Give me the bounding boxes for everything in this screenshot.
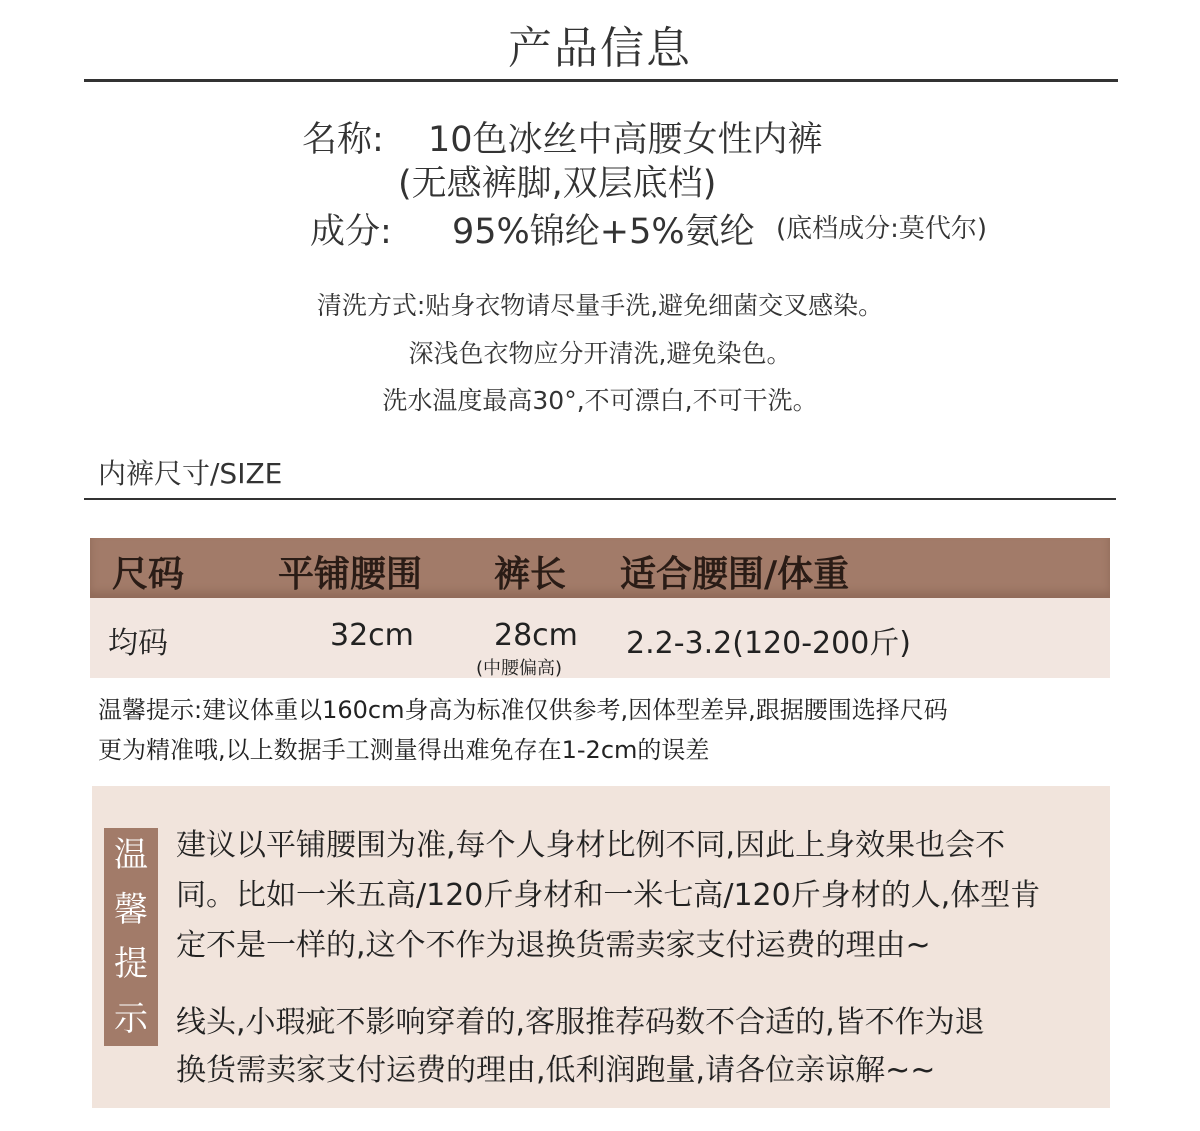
note-line: 温馨提示:建议体重以160cm身高为标准仅供参考,因体型差异,跟据腰围选择尺码 <box>98 696 948 724</box>
tips-label-char: 温 <box>114 835 148 876</box>
tips-label-char: 馨 <box>114 889 148 930</box>
cell-size: 均码 <box>108 626 168 661</box>
cell-length-note: (中腰偏高) <box>476 658 563 679</box>
header-fit: 适合腰围/体重 <box>620 554 850 595</box>
title-divider <box>84 79 1118 82</box>
washing-line: 深浅色衣物应分开清洗,避免染色。 <box>408 339 792 368</box>
size-table-row <box>90 598 1110 678</box>
header-waist: 平铺腰围 <box>278 554 423 595</box>
name-label: 名称: <box>302 120 384 160</box>
composition-note: (底档成分:莫代尔) <box>776 214 988 244</box>
tip-line: 建议以平铺腰围为准,每个人身材比例不同,因此上身效果也会不 <box>176 828 1006 863</box>
header-length: 裤长 <box>494 554 567 595</box>
tip-line: 换货需卖家支付运费的理由,低利润跑量,请各位亲谅解~~ <box>176 1053 936 1088</box>
name-value: 10色冰丝中高腰女性内裤 <box>428 120 823 160</box>
washing-line: 清洗方式:贴身衣物请尽量手洗,避免细菌交叉感染。 <box>316 291 884 320</box>
size-divider <box>84 498 1116 500</box>
cell-length: 28cm <box>494 618 578 653</box>
size-table-header <box>90 538 1110 598</box>
tips-label-char: 示 <box>114 998 148 1039</box>
header-size: 尺码 <box>112 554 185 595</box>
tip-line: 线头,小瑕疵不影响穿着的,客服推荐码数不合适的,皆不作为退 <box>176 1005 985 1040</box>
washing-line: 洗水温度最高30°,不可漂白,不可干洗。 <box>382 386 818 415</box>
page-title: 产品信息 <box>508 23 692 74</box>
size-section-title: 内裤尺寸/SIZE <box>98 457 283 490</box>
tips-label-char: 提 <box>114 944 148 985</box>
tip-line: 定不是一样的,这个不作为退换货需卖家支付运费的理由~ <box>176 928 931 963</box>
note-line: 更为精准哦,以上数据手工测量得出难免存在1-2cm的误差 <box>98 736 710 764</box>
tip-line: 同。比如一米五高/120斤身材和一米七高/120斤身材的人,体型肯 <box>176 878 1041 913</box>
composition-label: 成分: <box>310 212 392 252</box>
composition-value: 95%锦纶+5%氨纶 <box>452 212 755 252</box>
cell-fit: 2.2-3.2(120-200斤) <box>626 626 911 661</box>
name-sub: (无感裤脚,双层底档) <box>398 164 717 204</box>
tips-label <box>104 828 158 1046</box>
cell-waist: 32cm <box>330 618 414 653</box>
